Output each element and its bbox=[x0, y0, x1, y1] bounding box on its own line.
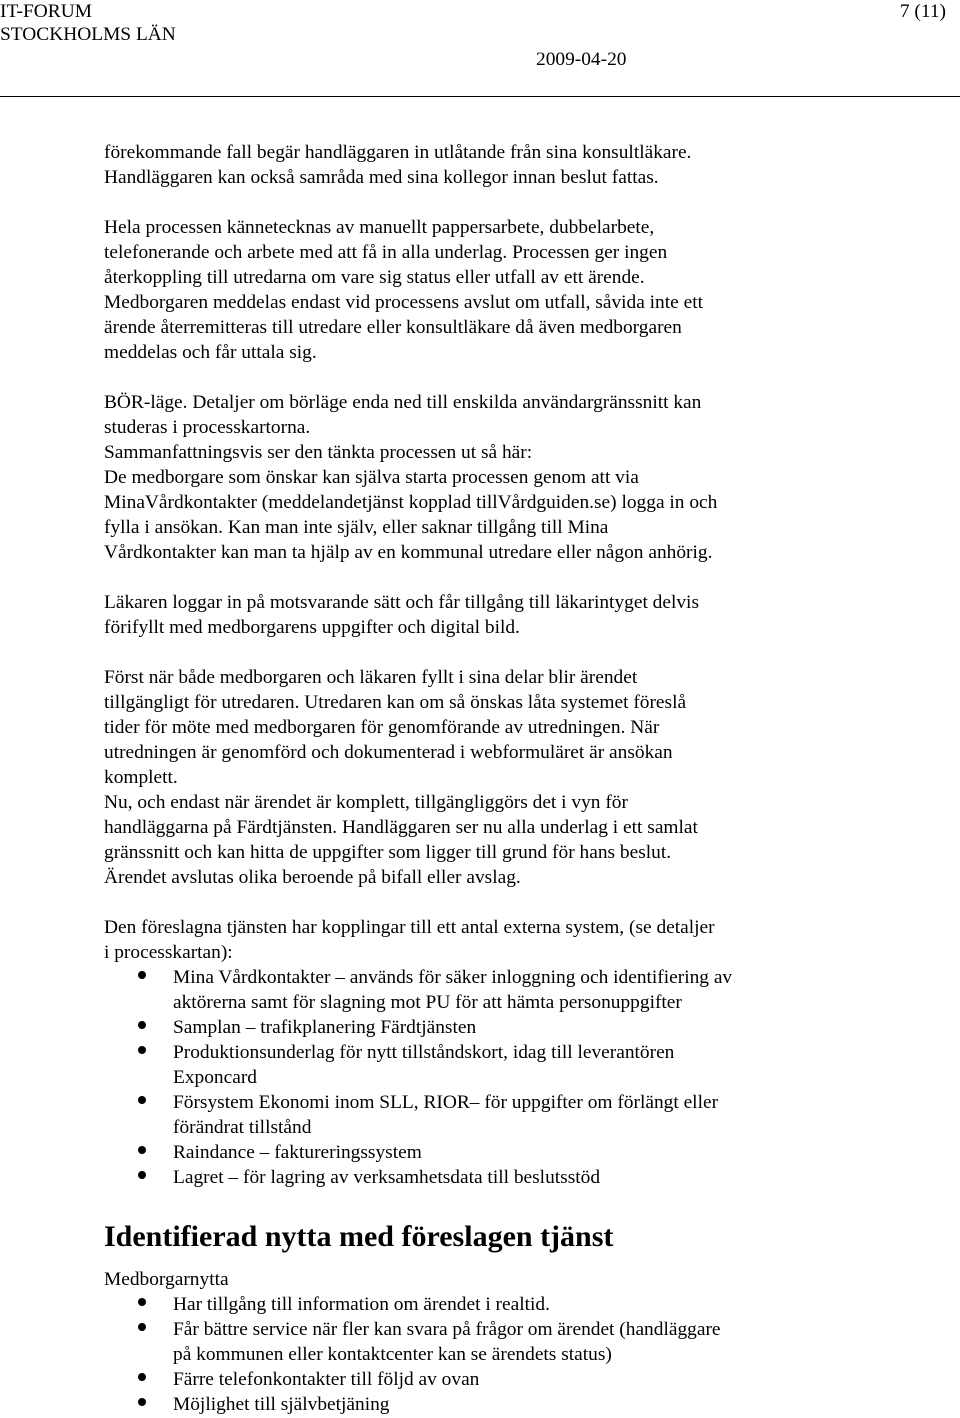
body-line: återkoppling till utredarna om vare sig status eller utfall av ett ärende. bbox=[104, 267, 645, 288]
list-item: Samplan – trafikplanering Färdtjänsten bbox=[173, 1017, 477, 1038]
bullet-dot bbox=[138, 1146, 146, 1154]
header-rule bbox=[0, 96, 960, 97]
body-line: utredningen är genomförd och dokumenterad i webformuläret är ansökan bbox=[104, 742, 673, 763]
list-item: Mina Vårdkontakter – används för säker inloggning och identifiering av bbox=[173, 967, 733, 988]
bullet-dot bbox=[138, 1021, 146, 1029]
body-line: BÖR-läge. Detaljer om börläge enda ned till enskilda användargränssnitt kan bbox=[104, 392, 702, 413]
bullet-dot bbox=[138, 1046, 146, 1054]
bullet-dot bbox=[138, 1171, 146, 1179]
bullet-dot bbox=[138, 971, 146, 979]
body-line: tillgängligt för utredaren. Utredaren kan om så önskas låta systemet föreslå bbox=[104, 692, 687, 713]
list-item-continued: på kommunen eller kontaktcenter kan se ärendets status) bbox=[173, 1344, 612, 1365]
body-line: telefonerande och arbete med att få in alla underlag. Processen ger ingen bbox=[104, 242, 668, 263]
body-line: Nu, och endast när ärendet är komplett, tillgängliggörs det i vyn för bbox=[104, 792, 628, 813]
body-line: De medborgare som önskar kan själva starta processen genom att via bbox=[104, 467, 639, 488]
header-org-line1: IT-FORUM bbox=[0, 1, 92, 22]
body-line: Läkaren loggar in på motsvarande sätt och får tillgång till läkarintyget delvis bbox=[104, 592, 699, 613]
list-item: Raindance – faktureringssystem bbox=[173, 1142, 422, 1163]
body-line: Sammanfattningsvis ser den tänkta processen ut så här: bbox=[104, 442, 533, 463]
body-line: fylla i ansökan. Kan man inte själv, eller saknar tillgång till Mina bbox=[104, 517, 609, 538]
body-line: Handläggaren kan också samråda med sina kollegor innan beslut fattas. bbox=[104, 167, 659, 188]
body-line: komplett. bbox=[104, 767, 178, 788]
list-item: Får bättre service när fler kan svara på frågor om ärendet (handläggare bbox=[173, 1319, 721, 1340]
list-item-continued: förändrat tillstånd bbox=[173, 1117, 312, 1138]
list-item: Färre telefonkontakter till följd av ovan bbox=[173, 1369, 480, 1390]
header-org-line2: STOCKHOLMS LÄN bbox=[0, 24, 176, 45]
body-line: studeras i processkartorna. bbox=[104, 417, 311, 438]
body-line: Vårdkontakter kan man ta hjälp av en kommunal utredare eller någon anhörig. bbox=[104, 542, 713, 563]
body-line: i processkartan): bbox=[104, 942, 233, 963]
header-date: 2009-04-20 bbox=[536, 49, 627, 70]
body-line: meddelas och får uttala sig. bbox=[104, 342, 317, 363]
list-item-continued: Exponcard bbox=[173, 1067, 257, 1088]
bullet-dot bbox=[138, 1096, 146, 1104]
body-line: ärende återremitteras till utredare eller konsultläkare då även medborgaren bbox=[104, 317, 682, 338]
body-line: Först när både medborgaren och läkaren fyllt i sina delar blir ärendet bbox=[104, 667, 638, 688]
section-heading: Identifierad nytta med föreslagen tjänst bbox=[104, 1220, 614, 1253]
body-line: förifyllt med medborgarens uppgifter och digital bild. bbox=[104, 617, 520, 638]
list-item: Har tillgång till information om ärendet i realtid. bbox=[173, 1294, 550, 1315]
list-item: Försystem Ekonomi inom SLL, RIOR– för uppgifter om förlängt eller bbox=[173, 1092, 719, 1113]
body-line: Den föreslagna tjänsten har kopplingar till ett antal externa system, (se detaljer bbox=[104, 917, 715, 938]
body-line: Medborgaren meddelas endast vid processens avslut om utfall, såvida inte ett bbox=[104, 292, 703, 313]
bullet-dot bbox=[138, 1373, 146, 1381]
body-line: Ärendet avslutas olika beroende på bifall eller avslag. bbox=[104, 867, 521, 888]
bullet-dot bbox=[138, 1323, 146, 1331]
body-line: förekommande fall begär handläggaren in utlåtande från sina konsultläkare. bbox=[104, 142, 692, 163]
list-item: Lagret – för lagring av verksamhetsdata till beslutsstöd bbox=[173, 1167, 601, 1188]
list-item-continued: aktörerna samt för slagning mot PU för att hämta personuppgifter bbox=[173, 992, 682, 1013]
header-page-number: 7 (11) bbox=[899, 1, 946, 22]
bullet-dot bbox=[138, 1298, 146, 1306]
list-item: Möjlighet till självbetjäning bbox=[173, 1394, 390, 1415]
body-line: Hela processen kännetecknas av manuellt pappersarbete, dubbelarbete, bbox=[104, 217, 655, 238]
body-line: MinaVårdkontakter (meddelandetjänst kopplad tillVårdguiden.se) logga in och bbox=[104, 492, 718, 513]
list-item: Produktionsunderlag för nytt tillståndskort, idag till leverantören bbox=[173, 1042, 675, 1063]
bullet-dot bbox=[138, 1398, 146, 1406]
section-subheading: Medborgarnytta bbox=[104, 1269, 229, 1290]
body-line: tider för möte med medborgaren för genomförande av utredningen. När bbox=[104, 717, 660, 738]
body-line: handläggarna på Färdtjänsten. Handläggaren ser nu alla underlag i ett samlat bbox=[104, 817, 698, 838]
body-line: gränssnitt och kan hitta de uppgifter som ligger till grund för hans beslut. bbox=[104, 842, 672, 863]
